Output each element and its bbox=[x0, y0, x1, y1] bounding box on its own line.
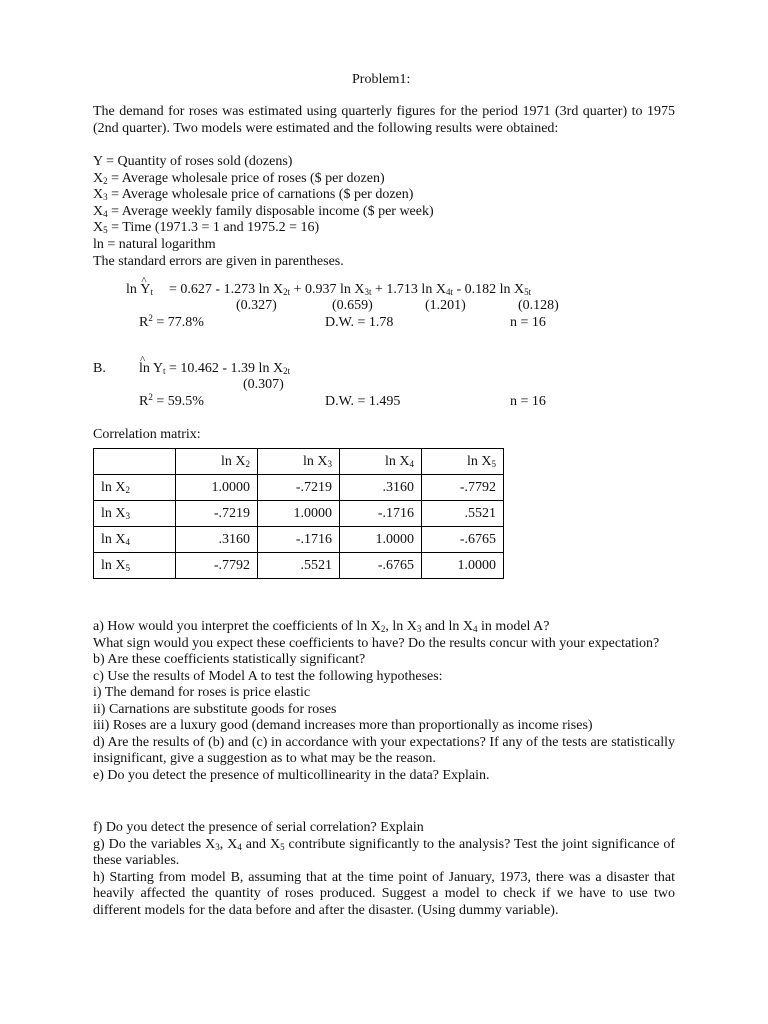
table-corner-cell bbox=[94, 449, 176, 475]
model-a-dw: D.W. = 1.78 bbox=[325, 315, 394, 330]
table-cell: 1.0000 bbox=[258, 501, 340, 527]
model-b-dw: D.W. = 1.495 bbox=[325, 394, 401, 409]
table-cell: .5521 bbox=[258, 553, 340, 579]
table-row bbox=[94, 527, 504, 553]
table-cell: -.7792 bbox=[422, 475, 504, 501]
hypothesis-i: i) The demand for roses is price elastic bbox=[93, 685, 311, 700]
model-b-r-squared: $R^2 = 59.5\%$ bbox=[139, 392, 204, 409]
intro-paragraph: The demand for roses was estimated using quarterly figures for the period 1971 (3rd quarter) to 1975 (2nd quarter). Two models were estimated and the following results were obtained: bbox=[93, 104, 675, 136]
table-cell: .3160 bbox=[340, 475, 422, 501]
table-cell: 1.0000 bbox=[340, 527, 422, 553]
question-b: b) Are these coefficients statistically significant? bbox=[93, 652, 366, 667]
table-cell: -.6765 bbox=[422, 527, 504, 553]
def-x4: $X_4$ = Average weekly family disposable income ($ per week) bbox=[93, 204, 434, 219]
model-b-label: B. bbox=[93, 361, 106, 376]
def-x5: $X_5$ = Time (1971.3 = 1 and 1975.2 = 16) bbox=[93, 220, 320, 235]
model-a-se-x3: (0.659) bbox=[332, 298, 373, 313]
page-title: Problem1: bbox=[352, 72, 411, 87]
table-header-row bbox=[94, 449, 504, 475]
hypothesis-iii: iii) Roses are a luxury good (demand increases more than proportionally as income rises) bbox=[93, 718, 593, 733]
question-d: d) Are the results of (b) and (c) in accordance with your expectations? If any of the tests are statistically insignificant, give a suggestion as to what may be the reason. bbox=[93, 734, 675, 766]
table-cell: -.7792 bbox=[176, 553, 258, 579]
column-header-ln-x4: $\ln X_4$ bbox=[340, 449, 422, 475]
def-y: Y = Quantity of roses sold (dozens) bbox=[93, 154, 293, 169]
model-a-r-squared: $R^2 = 77.8\%$ bbox=[139, 313, 204, 330]
question-a: a) How would you interpret the coefficients of $\ln X_2$, $\ln X_3$ and $\ln X_4$ in model A? bbox=[93, 619, 550, 634]
row-header-ln-x3: $\ln X_3$ bbox=[94, 501, 176, 527]
correlation-matrix bbox=[93, 448, 504, 579]
def-ln: ln = natural logarithm bbox=[93, 237, 216, 252]
model-a-se-x5: (0.128) bbox=[518, 298, 559, 313]
column-header-ln-x3: $\ln X_3$ bbox=[258, 449, 340, 475]
table-cell: .5521 bbox=[422, 501, 504, 527]
table-cell: .3160 bbox=[176, 527, 258, 553]
table-cell: 1.0000 bbox=[176, 475, 258, 501]
table-cell: 1.0000 bbox=[422, 553, 504, 579]
table-row bbox=[94, 475, 504, 501]
hypothesis-ii: ii) Carnations are substitute goods for roses bbox=[93, 701, 337, 717]
table-cell: -.6765 bbox=[340, 553, 422, 579]
model-b-equation: ^ $\ln Y_t = 10.462 - 1.39$ $\ln X_{2t}$ bbox=[139, 361, 290, 377]
question-h: h) Starting from model B, assuming that at the time point of January, 1973, there was a disaster that heavily affected the quantity of roses produced. Suggest a model to check if we have to use two different models for the data before and after the disaster. (Using dummy variable). bbox=[93, 869, 675, 918]
table-cell: -.1716 bbox=[258, 527, 340, 553]
def-x2: $X_2$ = Average wholesale price of roses ($ per dozen) bbox=[93, 171, 385, 186]
table-cell: -.7219 bbox=[176, 501, 258, 527]
row-header-ln-x5: $\ln X_5$ bbox=[94, 553, 176, 579]
correlation-title: Correlation matrix: bbox=[93, 427, 201, 442]
question-f: f) Do you detect the presence of serial correlation? Explain bbox=[93, 820, 424, 835]
column-header-ln-x5: $\ln X_5$ bbox=[422, 449, 504, 475]
model-a-n: n = 16 bbox=[510, 315, 546, 330]
model-b-n: n = 16 bbox=[510, 394, 546, 409]
def-x3: $X_3$ = Average wholesale price of carnations ($ per dozen) bbox=[93, 187, 414, 202]
table-cell: -.7219 bbox=[258, 475, 340, 501]
table-cell: -.1716 bbox=[340, 501, 422, 527]
model-b-se: (0.307) bbox=[243, 377, 284, 392]
model-a-equation: ln ^ $Y_t = 0.627 - 1.273$ $\ln X_{2t} + 0.937$ $\ln X_{3t} + 1.713$ $\ln X_{4t} - 0.182$ $\ln X_{5t}$ bbox=[126, 282, 531, 298]
model-a-se-x4: (1.201) bbox=[425, 298, 466, 313]
table-row bbox=[94, 501, 504, 527]
question-e: e) Do you detect the presence of multicollinearity in the data? Explain. bbox=[93, 767, 490, 783]
row-header-ln-x4: $\ln X_4$ bbox=[94, 527, 176, 553]
questions-f-to-h bbox=[93, 820, 675, 919]
question-c: c) Use the results of Model A to test the following hypotheses: bbox=[93, 668, 443, 684]
model-a-se-x2: (0.327) bbox=[236, 298, 277, 313]
column-header-ln-x2: $\ln X_2$ bbox=[176, 449, 258, 475]
questions-a-to-e bbox=[93, 619, 675, 784]
question-a-expectation: What sign would you expect these coefficients to have? Do the results concur with your expectation? bbox=[93, 635, 660, 651]
table-row bbox=[94, 553, 504, 579]
row-header-ln-x2: $\ln X_2$ bbox=[94, 475, 176, 501]
standard-errors-note: The standard errors are given in parentheses. bbox=[93, 254, 344, 269]
question-g: g) Do the variables $X_3$, $X_4$ and $X_5$ contribute significantly to the analysis? Test the joint significance of these variables. bbox=[93, 836, 675, 868]
